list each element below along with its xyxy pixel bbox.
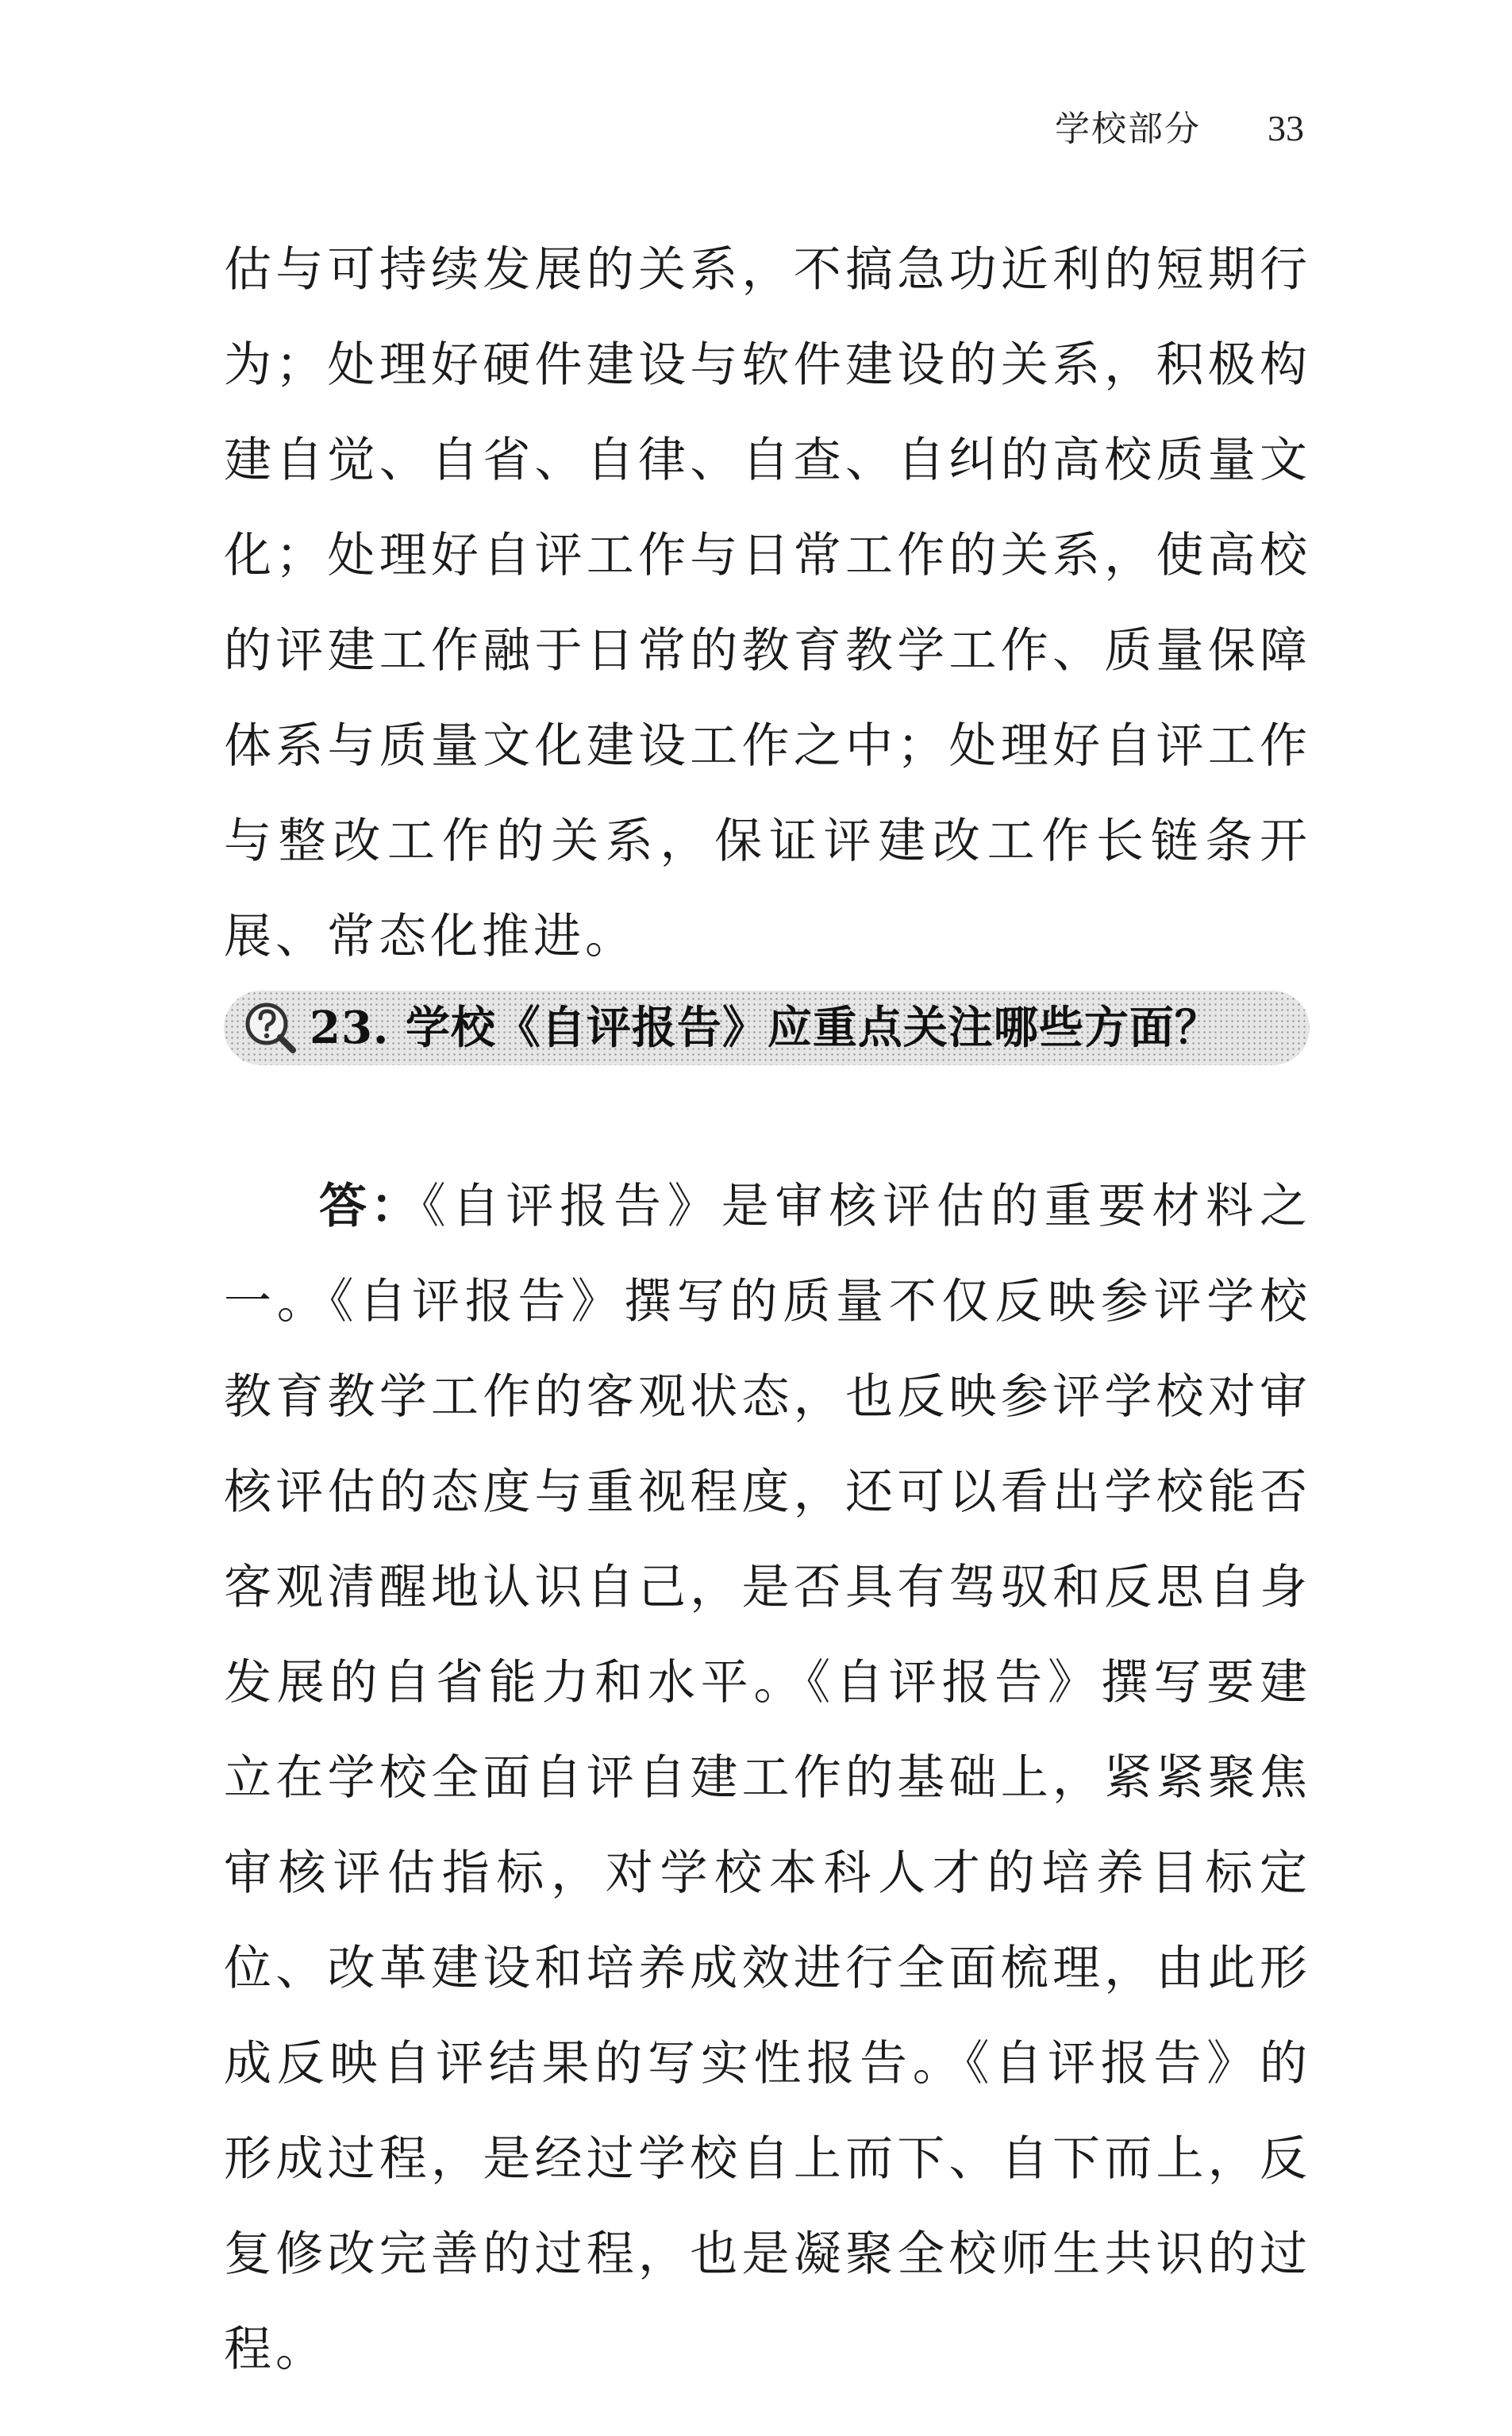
- answer-text: 《自评报告》是审核评估的重要材料之一。《自评报告》撰写的质量不仅反映参评学校教育教学工作的客观状态，也反映参评学校对审核评估的态度与重视程度，还可以看出学校能否客观清醒地认识自己，是否具有驾驭和反思自身发展的自省能力和水平。《自评报告》撰写要建立在学校全面自评自建工作的基础上，紧紧聚焦审核评估指标，对学校本科人才的培养目标定位、改革建设和培养成效进行全面梳理，由此形成反映自评结果的写实性报告。《自评报告》的形成过程，是经过学校自上而下、自下而上，反复修改完善的过程，也是凝聚全校师生共识的过程。: [224, 1179, 1312, 2377]
- question-magnifier-icon: [243, 1000, 298, 1056]
- section-title: 学校部分: [1055, 109, 1201, 149]
- question-text: 23. 学校《自评报告》应重点关注哪些方面？: [310, 1002, 1220, 1054]
- body-paragraph: 估与可持续发展的关系，不搞急功近利的短期行为；处理好硬件建设与软件建设的关系，积极构建自觉、自省、自律、自查、自纠的高校质量文化；处理好自评工作与日常工作的关系，使高校的评建工作融于日常的教育教学工作、质量保障体系与质量文化建设工作之中；处理好自评工作与整改工作的关系，保证评建改工作长链条开展、常态化推进。: [224, 242, 1311, 964]
- answer-paragraph: [224, 1159, 1311, 2397]
- question-heading: [224, 991, 1310, 1065]
- running-header: [1055, 105, 1304, 153]
- page-number: 33: [1268, 108, 1304, 148]
- answer-label: 答：: [319, 1179, 422, 1234]
